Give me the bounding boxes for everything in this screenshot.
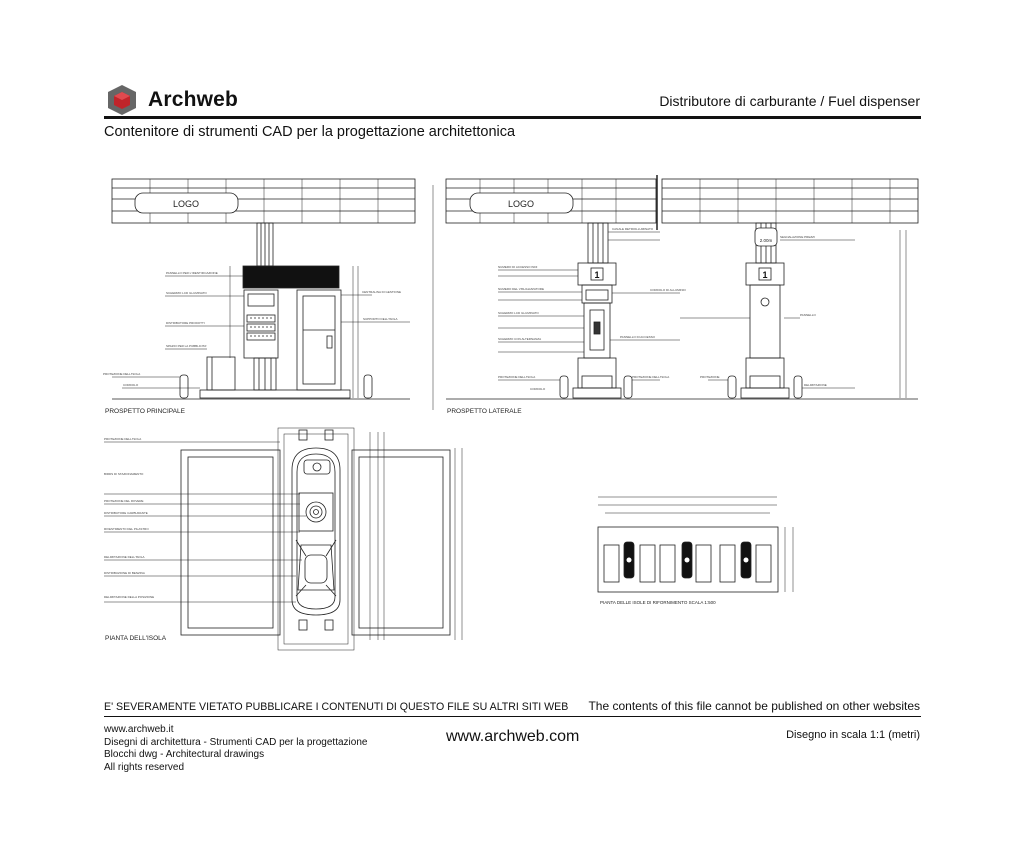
side-view-label: PROSPETTO LATERALE bbox=[447, 408, 522, 415]
svg-text:PANNELLO PER L'IDENTIFICAZIONE: PANNELLO PER L'IDENTIFICAZIONE bbox=[166, 271, 218, 275]
footer-credit-line: www.archweb.it bbox=[104, 724, 174, 735]
svg-text:DISTRIBUTORE PRODOTTI: DISTRIBUTORE PRODOTTI bbox=[166, 321, 205, 325]
svg-text:DISTRIBUZIONE DI BENZINA: DISTRIBUZIONE DI BENZINA bbox=[104, 571, 145, 575]
svg-text:CORDOLO DI ALLUMINIO: CORDOLO DI ALLUMINIO bbox=[650, 288, 686, 292]
copyright-warning-it: E' SEVERAMENTE VIETATO PUBBLICARE I CONTENUTI DI QUESTO FILE SU ALTRI SITI WEB bbox=[104, 701, 569, 713]
side-logo-label: LOGO bbox=[507, 199, 535, 209]
svg-text:PANNELLO DI ACCESSO: PANNELLO DI ACCESSO bbox=[620, 335, 655, 339]
svg-text:SCHERMO CON ALTERNANZA: SCHERMO CON ALTERNANZA bbox=[498, 337, 542, 341]
document-title: Distributore di carburante / Fuel dispenser bbox=[659, 93, 920, 109]
svg-text:CENTRALINA DI GESTIONE: CENTRALINA DI GESTIONE bbox=[362, 290, 402, 294]
price-sign: 2.00m bbox=[759, 238, 773, 243]
front-logo-label: LOGO bbox=[172, 199, 200, 209]
svg-text:SCHERMO LCD ILLUMINATO: SCHERMO LCD ILLUMINATO bbox=[498, 311, 539, 315]
svg-text:BIRDS DI STAZIONAMENTO: BIRDS DI STAZIONAMENTO bbox=[104, 472, 144, 476]
front-view-label: PROSPETTO PRINCIPALE bbox=[105, 408, 185, 415]
refuel-islands-plan bbox=[598, 497, 793, 605]
footer-credits bbox=[104, 724, 367, 774]
svg-text:PROTEZIONE DELL'ISOLA: PROTEZIONE DELL'ISOLA bbox=[104, 437, 142, 441]
svg-text:SPAZIO PER LA PUBBLICITA': SPAZIO PER LA PUBBLICITA' bbox=[166, 344, 207, 348]
front-elevation bbox=[103, 179, 415, 415]
footer-rule bbox=[104, 716, 921, 717]
svg-text:PROTEZIONE DELL'ISOLA: PROTEZIONE DELL'ISOLA bbox=[498, 375, 536, 379]
svg-text:DELIMITAZIONE: DELIMITAZIONE bbox=[804, 383, 827, 387]
footer-website-link[interactable]: www.archweb.com bbox=[446, 728, 580, 745]
plan-view-label: PIANTA DELL'ISOLA bbox=[105, 635, 167, 642]
footer-credit-line: All rights reserved bbox=[104, 761, 185, 773]
document-subtitle: Contenitore di strumenti CAD per la progettazione architettonica bbox=[104, 124, 516, 140]
side-elevation bbox=[433, 175, 918, 415]
svg-text:DELIMITAZIONE DELL'ISOLA: DELIMITAZIONE DELL'ISOLA bbox=[104, 555, 145, 559]
svg-text:NUMERO DI ACCESSO INDI: NUMERO DI ACCESSO INDI bbox=[498, 265, 538, 269]
svg-text:PROTEZIONE DELL'ISOLA: PROTEZIONE DELL'ISOLA bbox=[103, 372, 141, 376]
svg-text:PROTEZIONE DEL ROVERE: PROTEZIONE DEL ROVERE bbox=[104, 499, 144, 503]
svg-text:PANNELLO: PANNELLO bbox=[800, 313, 816, 317]
svg-text:SEGNALAZIONE PREZZI: SEGNALAZIONE PREZZI bbox=[780, 235, 815, 239]
pump-number-right: 1 bbox=[762, 270, 768, 280]
brand-name: Archweb bbox=[148, 88, 239, 111]
svg-text:PROTEZIONE DELL'ISOLA: PROTEZIONE DELL'ISOLA bbox=[632, 375, 670, 379]
svg-text:SUPPORTO DELL'ISOLA: SUPPORTO DELL'ISOLA bbox=[363, 317, 398, 321]
svg-text:SCHERMO LCD ILLUMINATO: SCHERMO LCD ILLUMINATO bbox=[166, 291, 207, 295]
copyright-warning-en: The contents of this file cannot be published on other websites bbox=[588, 699, 920, 713]
svg-text:NUMERO DEL VISUALIZZATORE: NUMERO DEL VISUALIZZATORE bbox=[498, 287, 544, 291]
footer-credit-line: Blocchi dwg - Architectural drawings bbox=[104, 749, 265, 760]
footer-credit-line: Disegni di architettura - Strumenti CAD per la progettazione bbox=[104, 736, 368, 748]
svg-text:PROTEZIONE: PROTEZIONE bbox=[700, 375, 720, 379]
svg-text:CORDOLO: CORDOLO bbox=[123, 383, 139, 387]
svg-text:RIVESTIMENTO DEL PILASTRO: RIVESTIMENTO DEL PILASTRO bbox=[104, 527, 149, 531]
svg-text:CORDOLO: CORDOLO bbox=[530, 387, 546, 391]
svg-text:CANALE RETROILLUMINATO: CANALE RETROILLUMINATO bbox=[612, 227, 654, 231]
island-plan bbox=[104, 428, 462, 650]
pump-number-left: 1 bbox=[594, 270, 600, 280]
refuel-plan-label: PIANTA DELLE ISOLE DI RIFORNIMENTO SCALA 1:500 bbox=[600, 600, 716, 605]
svg-text:DELIMITAZIONE DELLA POSIZIONE: DELIMITAZIONE DELLA POSIZIONE bbox=[104, 595, 155, 599]
svg-text:DISTRIBUTORE CARBURANTE: DISTRIBUTORE CARBURANTE bbox=[104, 511, 148, 515]
drawing-scale: Disegno in scala 1:1 (metri) bbox=[786, 729, 920, 741]
